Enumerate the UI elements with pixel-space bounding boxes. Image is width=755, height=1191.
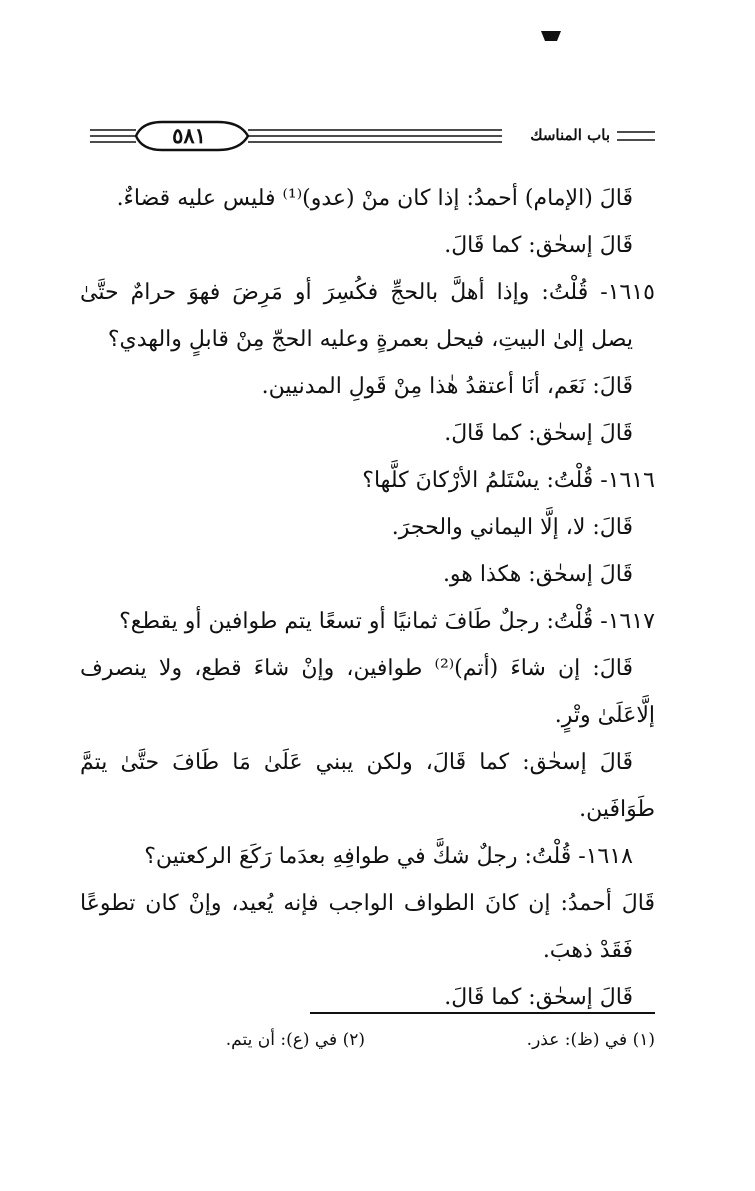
text-line: قَالَ إسحٰق: كما قَالَ، ولكن يبني عَلَىٰ مَا طَافَ حتَّىٰ يتمَّ: [80, 750, 633, 775]
footnote-separator: [310, 1012, 655, 1014]
text-line: قَالَ إسحٰق: هكذا هو.: [442, 562, 633, 587]
footnotes: [190, 1025, 655, 1055]
text-line: قَالَ أحمدُ: إن كانَ الطواف الواجب فإنه يُعيد، وإنْ كان تطوعًا: [80, 891, 655, 916]
text-line: فَقَدْ ذهبَ.: [542, 938, 633, 963]
page-header: [90, 118, 655, 154]
main-text: [80, 175, 655, 1021]
text-line: قَالَ: إن شاءَ (أتم)⁽²⁾ طوافين، وإنْ شاءَ قطع، ولا ينصرف: [80, 656, 633, 681]
question-line: ١٦١٥- قُلْتُ: وإذا أهلَّ بالحجِّ فكُسِرَ أو مَرِضَ فهوَ حرامٌ حتَّىٰ: [80, 280, 655, 305]
text-line: يصل إلىٰ البيتِ، فيحل بعمرةٍ وعليه الحجّ مِنْ قابلٍ والهدي؟: [107, 327, 633, 352]
text-line: طَوَافَين.: [579, 797, 655, 822]
question-line: ١٦١٨- قُلْتُ: رجلٌ شكَّ في طوافِهِ بعدَما رَكَعَ الركعتين؟: [144, 844, 633, 869]
chapter-title: باب المناسك: [530, 126, 610, 144]
question-line: ١٦١٦- قُلْتُ: يسْتَلمُ الأرْكانَ كلَّها؟: [362, 468, 655, 493]
question-line: ١٦١٧- قُلْتُ: رجلٌ طَافَ ثمانيًا أو تسعًا يتم طوافين أو يقطع؟: [119, 609, 655, 634]
text-line: إلَّاعَلَىٰ وتْرٍ.: [554, 703, 655, 728]
text-line: قَالَ: نَعَم، أنَا أعتقدُ هٰذا مِنْ قَولِ المدنيين.: [261, 374, 633, 399]
footnote-2: (٢) في (ع): أن يتم.: [225, 1030, 365, 1050]
footnote-1: (١) في (ظ): عذر.: [526, 1030, 655, 1050]
text-line: قَالَ: لا، إلَّا اليماني والحجرَ.: [391, 515, 633, 540]
text-line: قَالَ (الإمام) أحمدُ: إذا كان منْ (عدو)⁽¹⁾ فليس عليه قضاءٌ.: [116, 186, 633, 211]
text-line: قَالَ إسحٰق: كما قَالَ.: [444, 985, 633, 1010]
page-number: ٥٨١: [172, 123, 206, 148]
text-line: قَالَ إسحٰق: كما قَالَ.: [444, 421, 633, 446]
text-line: قَالَ إسحٰق: كما قَالَ.: [444, 233, 633, 258]
top-mark: [540, 30, 562, 42]
